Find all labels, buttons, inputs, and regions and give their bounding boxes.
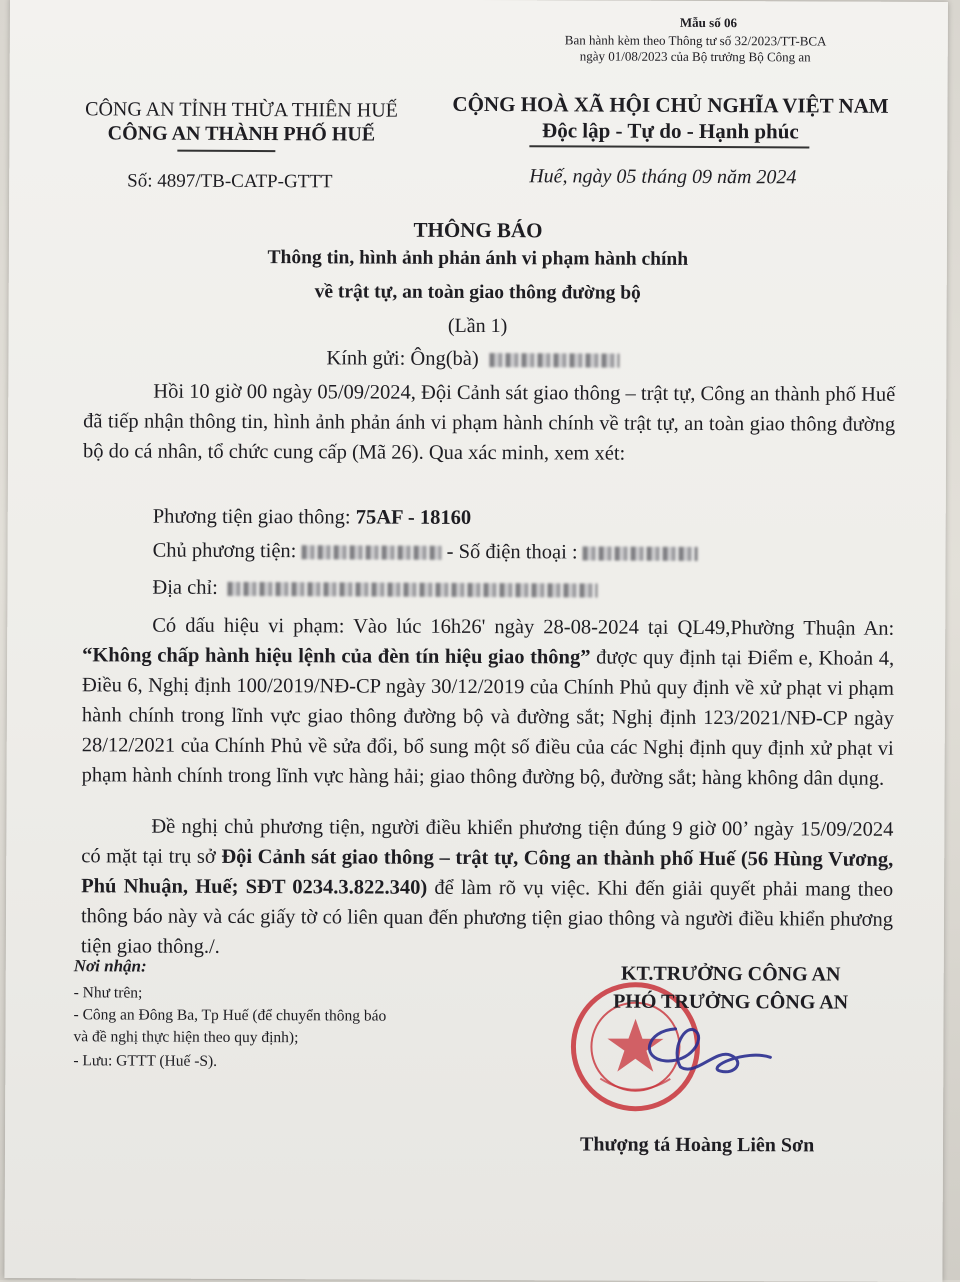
request-paragraph bbox=[81, 811, 894, 965]
motto-underline bbox=[529, 145, 809, 148]
date-line: Huế, ngày 05 tháng 09 năm 2024 bbox=[529, 165, 797, 189]
violation-paragraph bbox=[82, 610, 895, 794]
agency-underline bbox=[177, 150, 275, 152]
violation-name: “Không chấp hành hiệu lệnh của đèn tín hiệu giao thông” bbox=[82, 644, 591, 669]
vehicle-line bbox=[153, 502, 472, 533]
recipient-item: - Lưu: GTTT (Huế -S). bbox=[73, 1052, 218, 1070]
request-intro: Đề nghị chủ phương tiện, người điều khiển phương tiện đúng 9 giờ 00’ ngày 15/09/2024 có mặt tại trụ sở bbox=[81, 815, 894, 868]
recipient-label: Kính gửi: Ông(bà) bbox=[326, 347, 479, 371]
address-label: Địa chỉ: bbox=[152, 576, 224, 599]
motto: Độc lập - Tự do - Hạnh phúc bbox=[542, 118, 799, 144]
signature-title-1: KT.TRƯỞNG CÔNG AN bbox=[620, 962, 841, 986]
recipient-line bbox=[326, 343, 620, 374]
subtitle-line-1: Thông tin, hình ảnh phản ánh vi phạm hành chính bbox=[267, 247, 689, 270]
agency-name: CÔNG AN THÀNH PHỐ HUẾ bbox=[107, 122, 376, 146]
violation-legal-basis: được quy định tại Điểm e, Khoản 4, Điều 6, Nghị định 100/2019/NĐ-CP ngày 30/12/2019 của Chính Phủ quy định về xử phạt vi phạm hành chính trong lĩnh vực giao thông đường bộ và đường sắt; Nghị định 123/2021/NĐ-CP ngày 28/12/2021 của Chính Phủ về sửa đổi, bổ sung một số điều của các Nghị định quy định xử phạt vi phạm hành chính trong lĩnh vực hàng hải; giao thông đường bộ, đường sắt; hàng không dân dụng. bbox=[81, 646, 895, 790]
form-issued-line: Ban hành kèm theo Thông tư số 32/2023/TT-BCA bbox=[564, 32, 827, 49]
request-location: Đội Cảnh sát giao thông – trật tự, Công an thành phố Huế (56 Hùng Vương, Phú Nhuận, Huế; SĐT 0234.3.822.340) bbox=[81, 845, 894, 899]
intro-paragraph bbox=[83, 376, 895, 470]
form-date-line: ngày 01/08/2023 của Bộ trưởng Bộ Công an bbox=[579, 48, 811, 65]
document-title: THÔNG BÁO bbox=[413, 217, 543, 243]
signer-name: Thượng tá Hoàng Liên Sơn bbox=[579, 1133, 815, 1157]
owner-label: Chủ phương tiện: bbox=[152, 539, 302, 563]
form-number: Mẫu số 06 bbox=[679, 14, 737, 31]
vehicle-plate: 75AF - 18160 bbox=[355, 506, 472, 529]
violation-intro: Có dấu hiệu vi phạm: Vào lúc 16h26' ngày 28-08-2024 tại QL49,Phường Thuận An: bbox=[152, 614, 895, 640]
redacted-address bbox=[227, 582, 597, 598]
handwritten-signature bbox=[635, 1019, 775, 1080]
redacted-phone bbox=[583, 547, 698, 562]
nation-header: CỘNG HOÀ XÃ HỘI CHỦ NGHĨA VIỆT NAM bbox=[452, 91, 889, 118]
document-number: Số: 4897/TB-CATP-GTTT bbox=[127, 170, 333, 193]
request-instructions: để làm rõ vụ việc. Khi đến giải quyết phải mang theo thông báo này và các giấy tờ có liên quan đến phương tiện giao thông và người điều khiển phương tiện giao thông./. bbox=[80, 876, 894, 958]
redacted-name bbox=[490, 353, 620, 368]
address-line bbox=[152, 573, 597, 605]
attempt-number: (Lần 1) bbox=[447, 314, 508, 338]
recipient-item: - Như trên; bbox=[73, 984, 143, 1002]
recipients-title: Nơi nhận: bbox=[73, 956, 147, 976]
agency-parent: CÔNG AN TỈNH THỪA THIÊN HUẾ bbox=[85, 98, 398, 122]
intro-text: Hồi 10 giờ 00 ngày 05/09/2024, Đội Cảnh sát giao thông – trật tự, Công an thành phố Huế đã tiếp nhận thông tin, hình ảnh phản ánh vi phạm hành chính về trật tự, an toàn giao thông đường bộ do cá nhân, tổ chức cung cấp (Mã 26). Qua xác minh, xem xét: bbox=[82, 380, 896, 465]
document-page bbox=[4, 0, 948, 1282]
signature-title-2: PHÓ TRƯỞNG CÔNG AN bbox=[613, 990, 849, 1014]
recipient-item: - Công an Đông Ba, Tp Huế (để chuyển thông báo bbox=[73, 1006, 387, 1025]
subtitle-line-2: về trật tự, an toàn giao thông đường bộ bbox=[314, 281, 641, 304]
phone-label: - Số điện thoại : bbox=[446, 540, 583, 564]
redacted-owner bbox=[301, 546, 441, 561]
vehicle-label: Phương tiện giao thông: bbox=[152, 505, 356, 529]
recipient-item: và đề nghị thực hiện theo quy định); bbox=[73, 1028, 299, 1047]
owner-line bbox=[153, 536, 698, 568]
